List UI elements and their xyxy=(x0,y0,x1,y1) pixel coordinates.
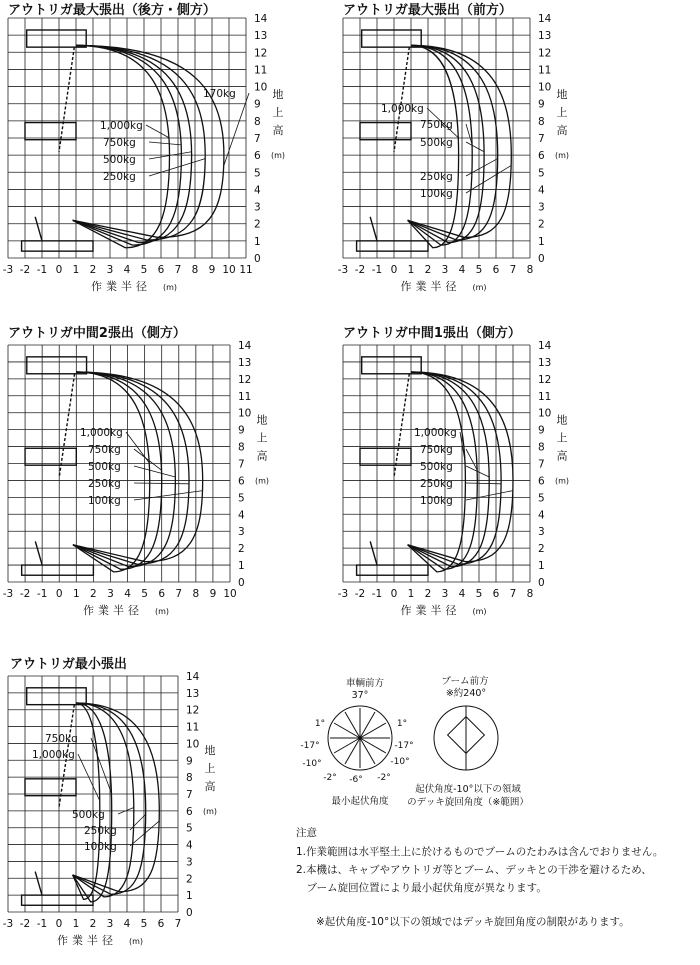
x-tick-label: -1 xyxy=(36,588,48,600)
x-tick-label: 3 xyxy=(106,918,114,930)
x-tick-label: 4 xyxy=(123,918,131,930)
y-tick-label: 0 xyxy=(238,577,245,589)
machine-sketch xyxy=(22,688,93,905)
y-tick-label: 3 xyxy=(538,201,545,214)
y-tick-label: 4 xyxy=(538,509,545,522)
x-axis-label: 作業半径 xyxy=(57,934,117,947)
lower-platform xyxy=(360,448,411,465)
x-axis-unit: (m) xyxy=(129,937,144,946)
y-tick-label: 12 xyxy=(186,704,200,717)
x-axis-label: 作業半径 xyxy=(400,604,461,617)
base-arm xyxy=(370,541,377,565)
notes-heading: 注意 xyxy=(296,827,317,839)
base-frame xyxy=(357,241,428,251)
x-axis-unit: (m) xyxy=(155,607,170,616)
chart-4 xyxy=(338,325,569,617)
y-tick-label: 10 xyxy=(538,407,552,420)
y-tick-label: 6 xyxy=(538,150,545,163)
chart-5 xyxy=(3,656,217,947)
x-tick-label: 6 xyxy=(492,588,500,600)
x-tick-label: -3 xyxy=(2,918,14,930)
y-tick-label: 4 xyxy=(186,839,193,852)
note-line-3: ブーム旋回位置により最小起伏角度が異なります。 xyxy=(296,882,547,894)
y-tick-label: 4 xyxy=(538,184,545,197)
series-leader xyxy=(91,738,112,794)
series-label: 750kg xyxy=(420,444,453,456)
x-tick-label: 6 xyxy=(157,918,165,930)
y-tick-label: 10 xyxy=(538,81,552,94)
y-tick-label: 3 xyxy=(238,526,245,539)
diagram-left-angle-label: -10° xyxy=(390,757,410,767)
x-tick-label: 2 xyxy=(424,588,432,600)
series-label: 250kg xyxy=(103,171,136,183)
x-tick-label: 5 xyxy=(141,588,148,600)
y-tick-label: 7 xyxy=(238,458,245,471)
chart-title: アウトリガ最大張出（前方） xyxy=(343,3,512,18)
y-axis-label-char: 高 xyxy=(256,449,268,463)
y-tick-label: 12 xyxy=(238,373,252,386)
x-tick-label: 8 xyxy=(192,588,200,600)
base-arm xyxy=(370,217,377,241)
y-tick-label: 0 xyxy=(538,253,545,265)
y-axis-label-char: 上 xyxy=(204,762,216,775)
x-tick-label: -3 xyxy=(337,588,349,600)
boom-line xyxy=(59,47,74,152)
y-axis-unit: (m) xyxy=(554,151,570,160)
y-axis-label-char: 地 xyxy=(272,88,284,101)
load-envelopes xyxy=(73,45,224,247)
y-tick-label: 11 xyxy=(538,64,552,77)
y-tick-label: 10 xyxy=(254,81,268,94)
x-axis-unit: (m) xyxy=(163,283,178,292)
y-tick-label: 7 xyxy=(538,458,545,471)
y-tick-label: 9 xyxy=(186,755,193,768)
series-leader xyxy=(134,483,189,484)
x-tick-label: 9 xyxy=(208,264,216,276)
x-tick-label: 4 xyxy=(123,264,131,276)
y-tick-label: 8 xyxy=(186,772,193,785)
chart-title: アウトリガ最大張出（後方・側方） xyxy=(8,3,216,18)
chart-title: アウトリガ中間2張出（側方） xyxy=(8,326,186,341)
y-tick-label: 3 xyxy=(186,856,193,869)
y-tick-label: 10 xyxy=(186,738,200,751)
x-tick-label: -2 xyxy=(19,918,31,930)
y-tick-label: 0 xyxy=(254,253,261,265)
x-tick-label: 0 xyxy=(55,918,63,930)
y-tick-label: 11 xyxy=(186,721,200,734)
y-tick-label: 2 xyxy=(238,543,245,556)
y-axis-unit: (m) xyxy=(270,151,286,160)
y-tick-label: 0 xyxy=(538,577,545,589)
y-tick-label: 13 xyxy=(238,356,252,369)
y-tick-label: 4 xyxy=(254,184,261,197)
x-tick-label: 7 xyxy=(509,588,517,600)
load-envelopes xyxy=(73,703,160,902)
x-axis-unit: (m) xyxy=(472,283,487,292)
x-tick-label: 7 xyxy=(509,264,517,276)
chart-title: アウトリガ最小張出 xyxy=(10,657,127,672)
y-axis-unit: (m) xyxy=(202,807,218,816)
base-frame xyxy=(22,565,94,575)
x-tick-label: -3 xyxy=(2,264,14,276)
y-tick-label: 11 xyxy=(254,64,268,77)
series-leader xyxy=(149,142,181,145)
x-tick-label: 3 xyxy=(107,588,114,600)
y-tick-label: 2 xyxy=(538,543,545,556)
series-label: 250kg xyxy=(420,478,453,490)
y-axis-unit: (m) xyxy=(554,476,570,486)
series-label: 1,000kg xyxy=(80,427,123,439)
y-tick-label: 14 xyxy=(186,671,200,683)
y-tick-label: 8 xyxy=(538,441,545,454)
series-leader xyxy=(149,159,205,176)
x-tick-label: 6 xyxy=(492,264,500,276)
x-tick-label: 5 xyxy=(140,918,148,930)
base-frame xyxy=(357,565,428,575)
x-tick-label: 1 xyxy=(407,588,415,600)
y-tick-label: 6 xyxy=(186,805,193,818)
series-label: 100kg xyxy=(88,495,121,507)
y-tick-label: 5 xyxy=(538,492,545,505)
y-tick-label: 14 xyxy=(538,13,552,25)
y-tick-label: 9 xyxy=(538,424,545,437)
x-tick-label: 1 xyxy=(407,264,415,276)
diagram-left-angle-label: -2° xyxy=(323,773,337,783)
y-tick-label: 5 xyxy=(538,167,545,180)
y-tick-label: 14 xyxy=(238,340,252,352)
x-tick-label: 2 xyxy=(90,588,97,600)
series-leader xyxy=(466,159,498,176)
x-tick-label: 7 xyxy=(175,588,183,600)
y-tick-label: 1 xyxy=(186,890,193,903)
diagram-left-angle-label: -2° xyxy=(377,773,391,783)
diagram-left-angle-label: -10° xyxy=(302,759,322,769)
x-tick-label: 1 xyxy=(72,918,80,930)
series-label: 500kg xyxy=(420,137,453,149)
y-axis-label-char: 高 xyxy=(556,449,568,463)
diagram-right-caption: 起伏角度-10°以下の領域 xyxy=(415,784,521,795)
machine-sketch xyxy=(22,30,93,251)
x-tick-label: 4 xyxy=(124,588,131,600)
x-tick-label: 7 xyxy=(174,918,182,930)
machine-sketch xyxy=(357,357,428,575)
y-tick-label: 9 xyxy=(238,424,245,437)
y-tick-label: 5 xyxy=(254,167,261,180)
x-tick-label: -1 xyxy=(36,918,48,930)
y-tick-label: 12 xyxy=(538,47,552,60)
upper-platform xyxy=(27,688,86,705)
x-tick-label: 4 xyxy=(458,588,466,600)
base-arm xyxy=(35,217,42,241)
series-label: 750kg xyxy=(45,733,78,745)
y-tick-label: 7 xyxy=(254,133,261,145)
x-tick-label: 1 xyxy=(72,264,80,276)
y-tick-label: 1 xyxy=(238,560,245,573)
y-tick-label: 13 xyxy=(538,30,552,43)
machine-sketch xyxy=(22,357,94,575)
series-label: 500kg xyxy=(103,154,136,166)
boom-line xyxy=(59,374,74,477)
base-arm xyxy=(35,541,42,565)
y-tick-label: 9 xyxy=(538,98,545,111)
chart-3 xyxy=(3,325,269,617)
x-tick-label: 11 xyxy=(239,264,253,276)
lower-platform xyxy=(25,123,76,140)
lower-platform xyxy=(25,448,76,465)
x-tick-label: -1 xyxy=(371,264,383,276)
x-tick-label: 10 xyxy=(222,264,236,276)
y-axis-label-char: 高 xyxy=(204,780,216,793)
y-tick-label: 1 xyxy=(538,235,545,248)
note-line-2: 2.本機は、キャブやアウトリガ等とブーム、デッキとの干渉を避けるため、 xyxy=(296,864,652,876)
y-axis-label-char: 地 xyxy=(556,413,568,427)
chart-1 xyxy=(3,2,285,293)
y-axis-label-char: 上 xyxy=(556,106,568,119)
y-tick-label: 2 xyxy=(538,218,545,231)
series-label: 1,000kg xyxy=(32,749,75,761)
x-tick-label: -3 xyxy=(2,588,14,600)
x-tick-label: 4 xyxy=(458,264,466,276)
y-tick-label: 4 xyxy=(238,509,245,522)
y-axis-label-char: 上 xyxy=(556,431,568,445)
y-axis-label-char: 地 xyxy=(204,744,216,757)
y-tick-label: 12 xyxy=(254,47,268,60)
lower-platform xyxy=(360,123,411,140)
chart-title: アウトリガ中間1張出（側方） xyxy=(343,326,521,341)
series-label: 1,000kg xyxy=(381,103,424,115)
series-label: 250kg xyxy=(88,478,121,490)
base-arm xyxy=(35,872,42,896)
series-label: 100kg xyxy=(84,841,117,853)
x-tick-label: 0 xyxy=(55,588,63,600)
angle-diagrams xyxy=(300,675,528,808)
y-tick-label: 8 xyxy=(538,115,545,128)
x-tick-label: 3 xyxy=(106,264,114,276)
y-tick-label: 8 xyxy=(238,441,245,454)
y-tick-label: 6 xyxy=(538,475,545,488)
y-axis-label-char: 上 xyxy=(256,431,268,445)
diagram-left-angle-label: 1° xyxy=(396,719,408,729)
series-leader xyxy=(466,142,484,152)
series-label: 1,000kg xyxy=(100,120,143,132)
x-tick-label: -1 xyxy=(36,264,48,276)
x-tick-label: 5 xyxy=(475,588,483,600)
x-tick-label: -2 xyxy=(19,264,31,276)
series-label: 100kg xyxy=(420,495,453,507)
series-label: 170kg xyxy=(203,88,236,100)
x-tick-label: -2 xyxy=(354,588,366,600)
x-tick-label: 8 xyxy=(526,264,534,276)
x-tick-label: 0 xyxy=(390,264,398,276)
machine-sketch xyxy=(357,30,428,251)
upper-platform xyxy=(27,30,86,47)
x-tick-label: 8 xyxy=(526,588,534,600)
series-label: 500kg xyxy=(420,461,453,473)
x-tick-label: 5 xyxy=(140,264,148,276)
x-axis-label: 作業半径 xyxy=(91,280,151,293)
series-label: 750kg xyxy=(88,444,121,456)
series-label: 500kg xyxy=(88,461,121,473)
y-tick-label: 0 xyxy=(186,907,193,919)
y-tick-label: 14 xyxy=(538,340,552,352)
x-tick-label: 3 xyxy=(441,264,449,276)
diagram-left-angle-label: -6° xyxy=(349,775,363,785)
diagram-right-caption: のデッキ旋回角度（※範囲） xyxy=(407,797,529,808)
y-axis-label-char: 高 xyxy=(556,124,568,137)
y-axis-unit: (m) xyxy=(254,476,270,486)
y-tick-label: 2 xyxy=(186,873,193,886)
y-axis-label-char: 上 xyxy=(272,106,284,119)
x-tick-label: 9 xyxy=(209,588,217,600)
y-tick-label: 5 xyxy=(186,822,193,835)
x-axis-label: 作業半径 xyxy=(83,604,143,617)
diagram-left-angle-label: -17° xyxy=(300,741,320,751)
y-tick-label: 5 xyxy=(238,492,245,505)
y-axis-label-char: 地 xyxy=(556,88,568,101)
y-tick-label: 11 xyxy=(538,390,552,403)
boom-line xyxy=(394,374,409,477)
diagram-right-subtitle: ※約240° xyxy=(445,688,487,699)
diagram-left-angle-label: -17° xyxy=(394,741,414,751)
y-tick-label: 6 xyxy=(254,150,261,163)
x-tick-label: -2 xyxy=(354,264,366,276)
y-tick-label: 1 xyxy=(254,235,261,248)
x-tick-label: 6 xyxy=(157,264,165,276)
x-tick-label: 2 xyxy=(89,264,97,276)
y-tick-label: 7 xyxy=(538,133,545,145)
upper-platform xyxy=(362,30,422,47)
x-tick-label: 0 xyxy=(55,264,63,276)
series-label: 1,000kg xyxy=(414,427,457,439)
x-tick-label: 1 xyxy=(72,588,80,600)
y-axis-label-char: 地 xyxy=(256,413,268,427)
base-frame xyxy=(22,241,93,251)
y-tick-label: 7 xyxy=(186,789,193,801)
envelope-100kg xyxy=(73,703,160,892)
diagram-right-title: ブーム前方 xyxy=(441,676,489,687)
diagram-left-title: 車輌前方 xyxy=(345,678,385,689)
x-axis-unit: (m) xyxy=(472,607,487,616)
y-tick-label: 3 xyxy=(538,526,545,539)
series-label: 750kg xyxy=(420,119,453,131)
series-leader xyxy=(466,165,511,193)
envelope-750kg xyxy=(73,703,112,902)
x-tick-label: -1 xyxy=(371,588,383,600)
series-leader xyxy=(134,466,175,477)
chart-2 xyxy=(338,2,569,293)
x-tick-label: 8 xyxy=(191,264,199,276)
boom-line xyxy=(394,47,409,152)
note-line-4: ※起伏角度-10°以下の領域ではデッキ旋回角度の制限があります。 xyxy=(316,916,630,928)
y-tick-label: 9 xyxy=(254,98,261,111)
x-tick-label: 3 xyxy=(441,588,449,600)
upper-platform xyxy=(362,357,422,374)
x-tick-label: 2 xyxy=(424,264,432,276)
diagram-left-top-angle: 37° xyxy=(351,690,369,701)
y-tick-label: 3 xyxy=(254,201,261,214)
y-tick-label: 6 xyxy=(238,475,245,488)
y-tick-label: 13 xyxy=(186,687,200,700)
y-tick-label: 10 xyxy=(238,407,252,420)
diagram-left-angle-label: 1° xyxy=(314,719,326,729)
y-tick-label: 13 xyxy=(538,356,552,369)
y-tick-label: 11 xyxy=(238,390,252,403)
y-tick-label: 2 xyxy=(254,218,261,231)
note-line-1: 1.作業範囲は水平堅土上に於けるものでブームのたわみは含んでおりません。 xyxy=(296,846,664,858)
x-tick-label: 6 xyxy=(158,588,166,600)
x-tick-label: -2 xyxy=(19,588,31,600)
series-label: 250kg xyxy=(84,825,117,837)
upper-platform xyxy=(27,357,87,374)
series-label: 500kg xyxy=(72,809,105,821)
x-tick-label: -3 xyxy=(337,264,349,276)
x-tick-label: 5 xyxy=(475,264,483,276)
x-tick-label: 7 xyxy=(174,264,182,276)
x-tick-label: 0 xyxy=(390,588,398,600)
series-label: 100kg xyxy=(420,188,453,200)
series-leader xyxy=(146,125,170,138)
y-tick-label: 13 xyxy=(254,30,268,43)
series-label: 250kg xyxy=(420,171,453,183)
lower-platform xyxy=(25,779,76,796)
y-tick-label: 14 xyxy=(254,13,268,25)
y-tick-label: 12 xyxy=(538,373,552,386)
x-axis-label: 作業半径 xyxy=(400,280,461,293)
x-tick-label: 2 xyxy=(89,918,97,930)
x-tick-label: 10 xyxy=(223,588,237,600)
y-tick-label: 8 xyxy=(254,115,261,128)
series-label: 750kg xyxy=(103,137,136,149)
y-tick-label: 1 xyxy=(538,560,545,573)
y-axis-label-char: 高 xyxy=(272,124,284,137)
diagram-left-caption: 最小起伏角度 xyxy=(331,796,389,807)
